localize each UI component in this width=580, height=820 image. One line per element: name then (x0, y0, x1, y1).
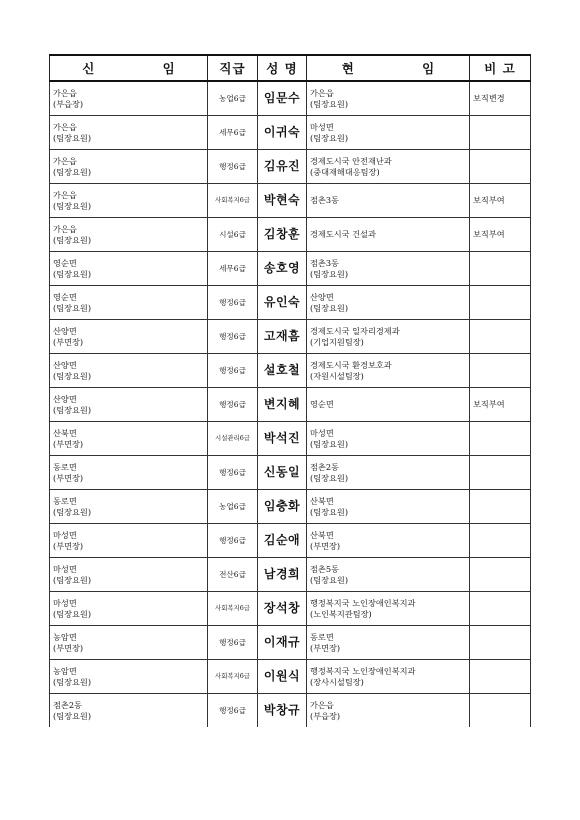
current-post-cell (307, 116, 470, 150)
new-post-cell-line: (부읍장) (53, 98, 84, 109)
new-post-cell-line: 마성면 (53, 529, 77, 540)
new-post-cell (50, 558, 208, 592)
new-post-cell (50, 592, 208, 626)
remarks-cell: 보직부여 (470, 218, 531, 252)
current-post-cell-line: 산북면 (310, 529, 334, 540)
new-post-cell-line: 가은읍 (53, 87, 77, 98)
current-post-cell (307, 286, 470, 320)
current-post-cell-line: (팀장요원) (310, 472, 349, 483)
header-remarks: 비 고 (470, 55, 531, 81)
table-row (50, 456, 531, 490)
new-post-cell-line: 가은읍 (53, 223, 77, 234)
header-name: 성 명 (258, 55, 307, 81)
new-post-cell (50, 490, 208, 524)
new-post-cell (50, 660, 208, 694)
new-post-cell-line: (팀장요원) (53, 608, 92, 619)
current-post-cell (307, 150, 470, 184)
name-cell: 변지혜 (258, 388, 307, 422)
new-post-cell-line: (부면장) (53, 472, 84, 483)
table-row (50, 116, 531, 150)
current-post-cell-line: 동로면 (310, 631, 334, 642)
header-rank: 직급 (208, 55, 258, 81)
current-post-cell (307, 456, 470, 490)
rank-cell: 농업6급 (208, 490, 258, 524)
current-post-cell (307, 388, 470, 422)
current-post-cell-line: 마성면 (310, 121, 334, 132)
rank-cell: 사회복지6급 (208, 660, 258, 694)
current-post-cell-line: 경제도시국 안전재난과 (310, 155, 392, 166)
current-post-cell-line: 산양면 (310, 291, 334, 302)
table-row (50, 184, 531, 218)
new-post-cell-line: 가은읍 (53, 155, 77, 166)
new-post-cell-line: (팀장요원) (53, 268, 92, 279)
new-post-cell-line: 농암면 (53, 665, 77, 676)
new-post-cell-line: 산북면 (53, 427, 77, 438)
current-post-cell-line: (중대재해대응팀장) (310, 166, 380, 177)
name-cell: 박석진 (258, 422, 307, 456)
new-post-cell-line: (팀장요원) (53, 676, 92, 687)
remarks-cell (470, 150, 531, 184)
current-post-cell-line: 가은읍 (310, 699, 334, 710)
new-post-cell-line: (부면장) (53, 438, 84, 449)
remarks-cell (470, 592, 531, 626)
new-post-cell (50, 184, 208, 218)
new-post-cell-line: 마성면 (53, 563, 77, 574)
new-post-cell (50, 218, 208, 252)
current-post-cell-line: (부면장) (310, 642, 341, 653)
current-post-cell (307, 592, 470, 626)
new-post-cell-line: (팀장요원) (53, 132, 92, 143)
header-new-post: 신 임 (50, 55, 208, 81)
new-post-cell (50, 388, 208, 422)
current-post-cell-line: 행정복지국 노인장애인복지과 (310, 597, 416, 608)
current-post-cell (307, 524, 470, 558)
table-row (50, 490, 531, 524)
new-post-cell-line: (팀장요원) (53, 200, 92, 211)
new-post-cell-line: (팀장요원) (53, 234, 92, 245)
table-body (50, 81, 531, 727)
current-post-cell-line: (부읍장) (310, 710, 341, 721)
remarks-cell: 보직변경 (470, 81, 531, 116)
name-cell: 송호영 (258, 252, 307, 286)
current-post-cell-line: 점촌3동 (310, 195, 339, 205)
table-row (50, 388, 531, 422)
header-current-post: 현 임 (307, 55, 470, 81)
new-post-cell-line: (부면장) (53, 642, 84, 653)
current-post-cell-line: (기업지원팀장) (310, 336, 364, 347)
table-row (50, 660, 531, 694)
current-post-cell (307, 694, 470, 728)
current-post-cell-line: (팀장요원) (310, 438, 349, 449)
rank-cell: 행정6급 (208, 388, 258, 422)
rank-cell: 사회복지6급 (208, 592, 258, 626)
table-row (50, 558, 531, 592)
rank-cell: 전산6급 (208, 558, 258, 592)
current-post-cell-line: (장사시설팀장) (310, 676, 364, 687)
name-cell: 장석창 (258, 592, 307, 626)
new-post-cell-line: (부면장) (53, 336, 84, 347)
table-row (50, 592, 531, 626)
current-post-cell (307, 320, 470, 354)
new-post-cell-line: 산양면 (53, 359, 77, 370)
current-post-cell (307, 81, 470, 116)
current-post-cell (307, 660, 470, 694)
new-post-cell-line: 산양면 (53, 325, 77, 336)
name-cell: 유인숙 (258, 286, 307, 320)
remarks-cell (470, 524, 531, 558)
current-post-cell-line: (자원시설팀장) (310, 370, 364, 381)
new-post-cell (50, 81, 208, 116)
current-post-cell-line: (팀장요원) (310, 132, 349, 143)
name-cell: 이재규 (258, 626, 307, 660)
new-post-cell (50, 286, 208, 320)
remarks-cell (470, 422, 531, 456)
remarks-cell (470, 694, 531, 728)
current-post-cell (307, 252, 470, 286)
personnel-table (49, 54, 531, 727)
new-post-cell (50, 456, 208, 490)
new-post-cell-line: 가은읍 (53, 121, 77, 132)
current-post-cell-line: 경제도시국 환경보호과 (310, 359, 392, 370)
name-cell: 김유진 (258, 150, 307, 184)
table-row (50, 626, 531, 660)
current-post-cell-line: 점촌3동 (310, 257, 339, 268)
rank-cell: 행정6급 (208, 286, 258, 320)
new-post-cell (50, 524, 208, 558)
new-post-cell-line: (팀장요원) (53, 302, 92, 313)
table-row (50, 218, 531, 252)
current-post-cell (307, 354, 470, 388)
new-post-cell-line: (팀장요원) (53, 574, 92, 585)
name-cell: 이귀숙 (258, 116, 307, 150)
current-post-cell-line: (팀장요원) (310, 98, 349, 109)
current-post-cell (307, 626, 470, 660)
rank-cell: 시설관리6급 (208, 422, 258, 456)
new-post-cell-line: 마성면 (53, 597, 77, 608)
current-post-cell-line: 점촌2동 (310, 461, 339, 472)
current-post-cell-line: (팀장요원) (310, 574, 349, 585)
table-row (50, 354, 531, 388)
new-post-cell (50, 626, 208, 660)
remarks-cell (470, 286, 531, 320)
rank-cell: 행정6급 (208, 354, 258, 388)
new-post-cell-line: (팀장요원) (53, 166, 92, 177)
new-post-cell-line: 농암면 (53, 631, 77, 642)
remarks-cell (470, 456, 531, 490)
current-post-cell (307, 490, 470, 524)
current-post-cell-line: (부면장) (310, 540, 341, 551)
current-post-cell-line: (팀장요원) (310, 506, 349, 517)
remarks-cell (470, 660, 531, 694)
new-post-cell (50, 116, 208, 150)
name-cell: 김창훈 (258, 218, 307, 252)
name-cell: 임문수 (258, 81, 307, 116)
current-post-cell (307, 184, 470, 218)
table-row (50, 286, 531, 320)
name-cell: 남경희 (258, 558, 307, 592)
current-post-cell-line: 경제도시국 일자리경제과 (310, 325, 400, 336)
name-cell: 신동일 (258, 456, 307, 490)
remarks-cell (470, 320, 531, 354)
current-post-cell-line: 영순면 (310, 399, 334, 409)
table-row (50, 320, 531, 354)
new-post-cell-line: (부면장) (53, 540, 84, 551)
new-post-cell-line: (팀장요원) (53, 710, 92, 721)
remarks-cell: 보직부여 (470, 184, 531, 218)
current-post-cell (307, 218, 470, 252)
current-post-cell-line: 산북면 (310, 495, 334, 506)
new-post-cell (50, 354, 208, 388)
remarks-cell (470, 354, 531, 388)
current-post-cell-line: (팀장요원) (310, 268, 349, 279)
current-post-cell-line: 마성면 (310, 427, 334, 438)
new-post-cell-line: 영순면 (53, 291, 77, 302)
new-post-cell (50, 252, 208, 286)
new-post-cell-line: 영순면 (53, 257, 77, 268)
rank-cell: 행정6급 (208, 694, 258, 728)
table-row (50, 694, 531, 728)
current-post-cell-line: 행정복지국 노인장애인복지과 (310, 665, 416, 676)
name-cell: 임충화 (258, 490, 307, 524)
table-row (50, 150, 531, 184)
rank-cell: 행정6급 (208, 150, 258, 184)
new-post-cell (50, 694, 208, 728)
table-row (50, 252, 531, 286)
name-cell: 고재흠 (258, 320, 307, 354)
current-post-cell-line: (팀장요원) (310, 302, 349, 313)
remarks-cell (470, 490, 531, 524)
name-cell: 김순애 (258, 524, 307, 558)
rank-cell: 행정6급 (208, 456, 258, 490)
remarks-cell (470, 626, 531, 660)
rank-cell: 행정6급 (208, 320, 258, 354)
table-row (50, 422, 531, 456)
new-post-cell-line: 점촌2동 (53, 699, 82, 710)
rank-cell: 세무6급 (208, 116, 258, 150)
current-post-cell-line: 경제도시국 건설과 (310, 229, 376, 239)
new-post-cell-line: 산양면 (53, 393, 77, 404)
table-row (50, 81, 531, 116)
rank-cell: 사회복지6급 (208, 184, 258, 218)
new-post-cell-line: (팀장요원) (53, 404, 92, 415)
new-post-cell-line: 동로면 (53, 495, 77, 506)
name-cell: 설호철 (258, 354, 307, 388)
table-row (50, 524, 531, 558)
rank-cell: 행정6급 (208, 524, 258, 558)
name-cell: 박창규 (258, 694, 307, 728)
table-header-row (50, 55, 531, 81)
new-post-cell (50, 422, 208, 456)
new-post-cell (50, 150, 208, 184)
remarks-cell: 보직부여 (470, 388, 531, 422)
current-post-cell (307, 422, 470, 456)
rank-cell: 행정6급 (208, 626, 258, 660)
current-post-cell-line: 가은읍 (310, 87, 334, 98)
remarks-cell (470, 558, 531, 592)
new-post-cell-line: 동로면 (53, 461, 77, 472)
new-post-cell-line: 가은읍 (53, 189, 77, 200)
new-post-cell-line: (팀장요원) (53, 506, 92, 517)
remarks-cell (470, 116, 531, 150)
new-post-cell-line: (팀장요원) (53, 370, 92, 381)
name-cell: 이원식 (258, 660, 307, 694)
name-cell: 박현숙 (258, 184, 307, 218)
remarks-cell (470, 252, 531, 286)
rank-cell: 농업6급 (208, 81, 258, 116)
current-post-cell-line: (노인복지관팀장) (310, 608, 372, 619)
new-post-cell (50, 320, 208, 354)
rank-cell: 세무6급 (208, 252, 258, 286)
current-post-cell-line: 점촌5동 (310, 563, 339, 574)
rank-cell: 시설6급 (208, 218, 258, 252)
current-post-cell (307, 558, 470, 592)
